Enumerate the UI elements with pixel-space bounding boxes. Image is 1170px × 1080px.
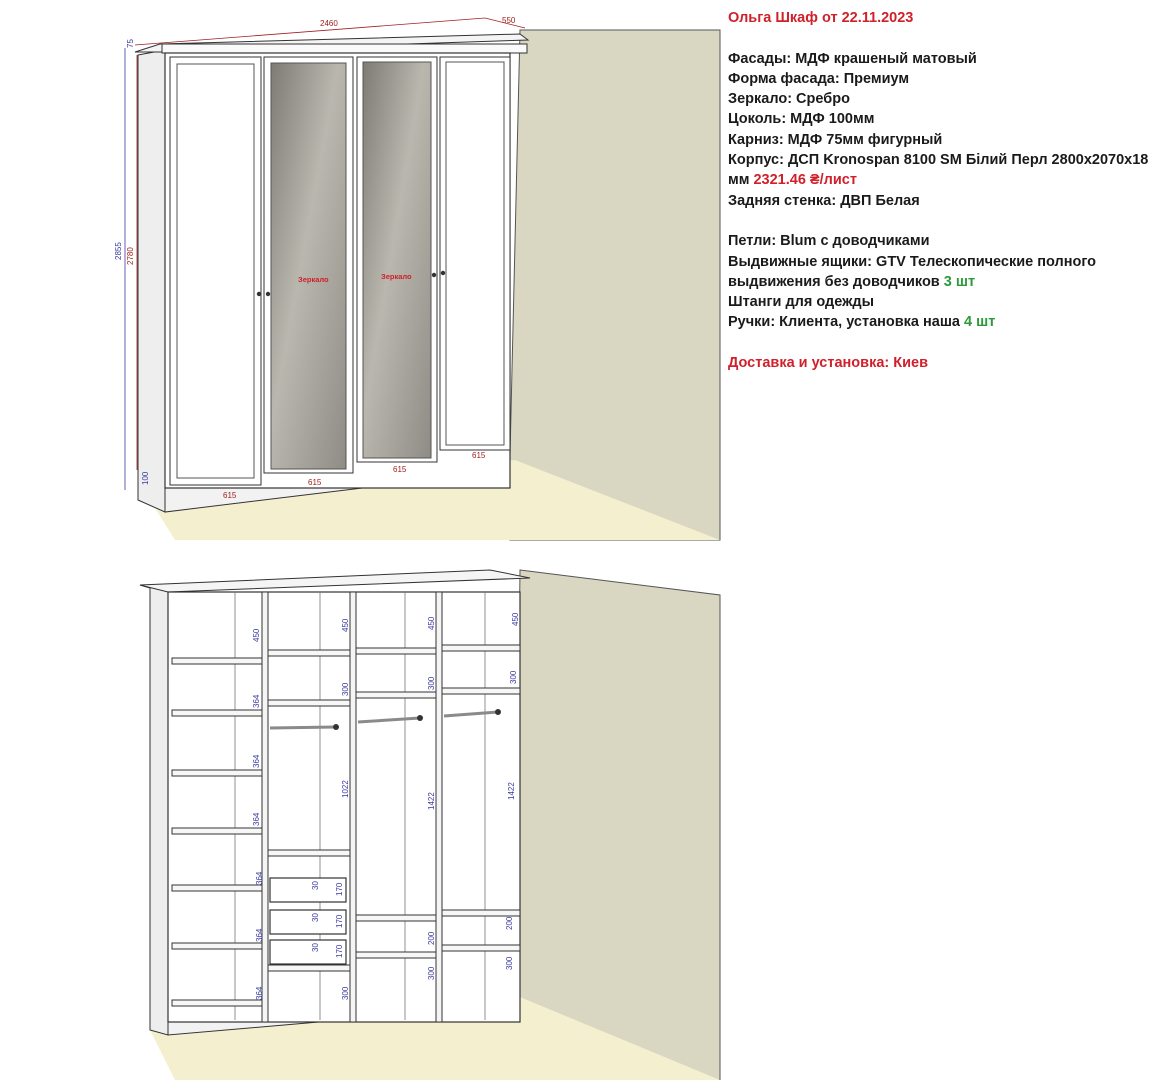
spec-hinges: Петли: Blum с доводчиками bbox=[728, 233, 930, 250]
dim-c2-6: 170 bbox=[335, 914, 344, 928]
dim-c1-6: 364 bbox=[255, 986, 264, 1000]
spec-drawers-qty: 3 шт bbox=[943, 273, 976, 290]
side-panel bbox=[140, 585, 168, 1035]
dim-c1-2: 364 bbox=[252, 754, 261, 768]
dim-body-height: 2780 bbox=[126, 247, 135, 265]
door-3-mirror bbox=[357, 57, 437, 462]
spec-back-wall: Задняя стенка: ДВП Белая bbox=[728, 192, 920, 209]
spec-delivery: Доставка и установка: Киев bbox=[728, 355, 928, 372]
dim-plinth: 100 bbox=[141, 471, 150, 485]
dim-total-height: 2855 bbox=[114, 242, 123, 260]
spec-plinth: Цоколь: МДФ 100мм bbox=[728, 111, 875, 128]
spec-facades: Фасады: МДФ крашеный матовый bbox=[728, 50, 977, 67]
dim-c2-3: 30 bbox=[311, 881, 320, 890]
dim-c3-4: 300 bbox=[427, 966, 436, 980]
dim-c1-3: 364 bbox=[252, 812, 261, 826]
door-2-mirror bbox=[264, 57, 353, 473]
dim-c2-4: 170 bbox=[335, 882, 344, 896]
door-4 bbox=[440, 57, 510, 450]
dim-c3-0: 450 bbox=[427, 616, 436, 630]
mirror-label: Зеркало bbox=[298, 275, 329, 284]
dim-c4-2: 1422 bbox=[507, 782, 516, 800]
dim-c2-9: 300 bbox=[341, 986, 350, 1000]
door-1 bbox=[170, 57, 261, 485]
dim-c4-3: 200 bbox=[505, 916, 514, 930]
cornice bbox=[140, 570, 530, 592]
side-wall bbox=[510, 570, 720, 1080]
dim-c4-1: 300 bbox=[509, 670, 518, 684]
dim-depth: 550 bbox=[502, 16, 516, 25]
dim-c3-3: 200 bbox=[427, 931, 436, 945]
side-wall bbox=[510, 30, 720, 540]
wardrobe-interior-drawing bbox=[0, 560, 730, 1080]
clothes-rod bbox=[270, 727, 336, 728]
dim-c1-0: 450 bbox=[252, 628, 261, 642]
dim-c2-5: 30 bbox=[311, 913, 320, 922]
spec-drawers: Выдвижные ящики: GTV Телескопические полного bbox=[728, 253, 1097, 270]
dim-c2-7: 30 bbox=[311, 943, 320, 952]
dim-c1-5: 364 bbox=[255, 928, 264, 942]
dim-c2-1: 300 bbox=[341, 682, 350, 696]
spec-handles-qty: 4 шт bbox=[964, 314, 996, 331]
spec-korpus: Корпус: ДСП Kronospan 8100 SM Білий Перл 2800х2070х18 bbox=[728, 152, 1149, 169]
dim-door-1: 615 bbox=[223, 491, 237, 500]
dim-c2-2: 1022 bbox=[341, 780, 350, 798]
dim-door-3: 615 bbox=[393, 465, 407, 474]
spec-facade-shape: Форма фасада: Премиум bbox=[728, 70, 910, 87]
dim-door-4: 615 bbox=[472, 451, 486, 460]
side-panel bbox=[138, 50, 165, 512]
dim-c2-8: 170 bbox=[335, 944, 344, 958]
spec-rods: Штанги для одежды bbox=[728, 294, 874, 311]
specification-block bbox=[728, 8, 1168, 373]
spec-handles: Ручки: Клиента, установка наша 4 шт bbox=[728, 314, 996, 331]
dim-c4-0: 450 bbox=[511, 612, 520, 626]
mirror-label: Зеркало bbox=[381, 272, 412, 281]
dim-c3-1: 300 bbox=[427, 676, 436, 690]
wardrobe-front-drawing bbox=[0, 0, 730, 545]
dim-c1-1: 364 bbox=[252, 694, 261, 708]
dim-door-2: 615 bbox=[308, 478, 322, 487]
spec-mirror: Зеркало: Сребро bbox=[728, 91, 850, 108]
dim-c1-4: 364 bbox=[255, 871, 264, 885]
dim-cornice: 75 bbox=[126, 39, 135, 48]
order-title: Ольга Шкаф от 22.11.2023 bbox=[728, 10, 914, 26]
dim-c4-4: 300 bbox=[505, 956, 514, 970]
dim-width: 2460 bbox=[320, 19, 338, 28]
spec-cornice: Карниз: МДФ 75мм фигурный bbox=[728, 131, 943, 148]
spec-korpus-cont: мм 2321.46 ₴/лист bbox=[728, 172, 857, 189]
dim-c3-2: 1422 bbox=[427, 792, 436, 810]
spec-drawers-cont: выдвижения без доводчиков 3 шт bbox=[728, 273, 976, 290]
dim-c2-0: 450 bbox=[341, 618, 350, 632]
spec-price: 2321.46 ₴/лист bbox=[753, 172, 857, 189]
